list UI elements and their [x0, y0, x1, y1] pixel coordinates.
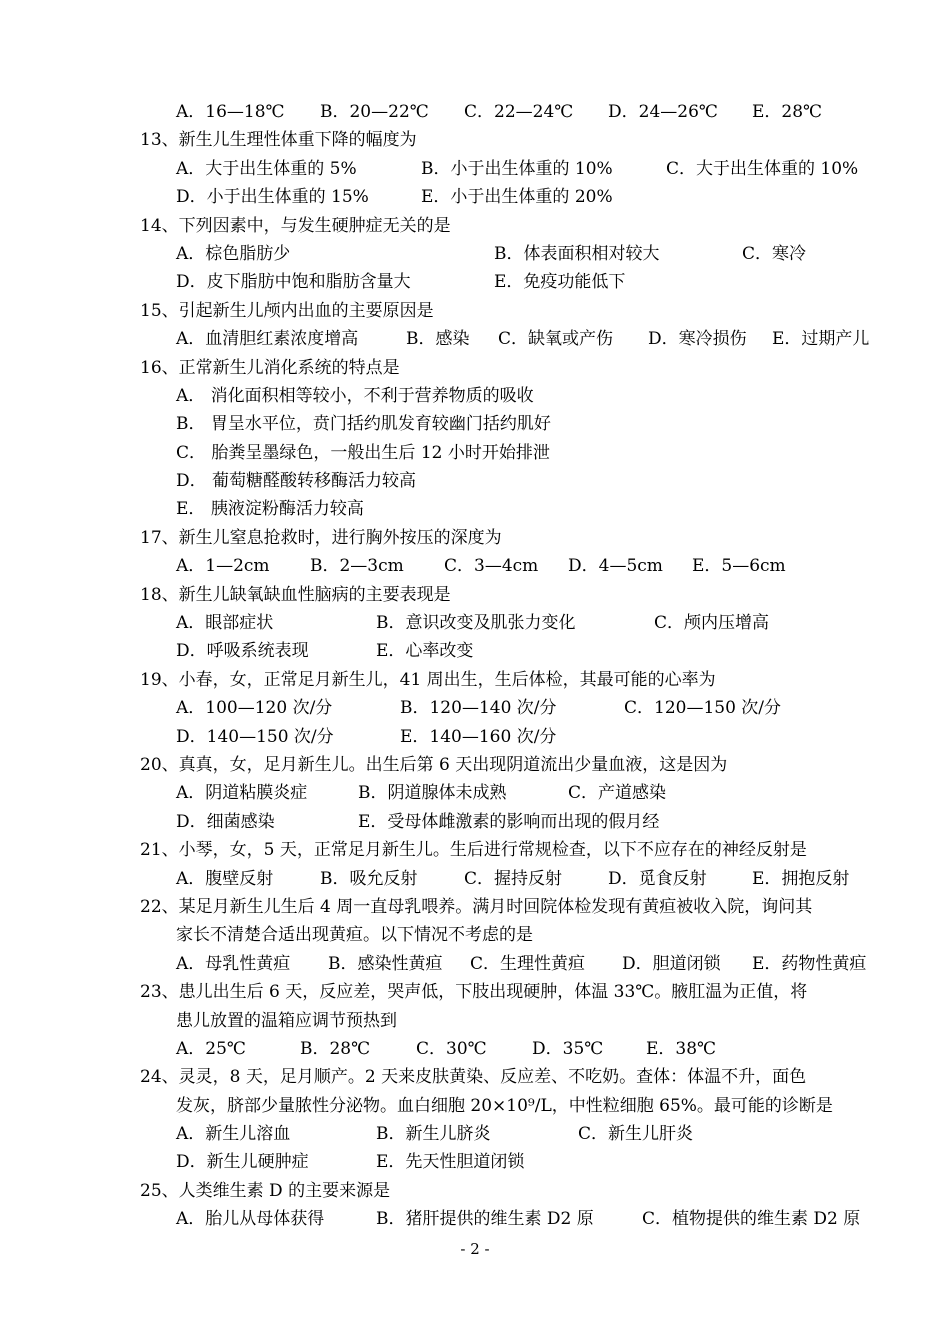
answer-option: D．新生儿硬肿症 [176, 1152, 309, 1173]
question-stem: 24、灵灵，8 天，足月顺产。2 天来皮肤黄染、反应差、不吃奶。查体：体温不升，面色 [140, 1067, 807, 1088]
answer-options-row: A． 消化面积相等较小，不利于营养物质的吸收 [176, 385, 534, 406]
answer-option: B．感染 [406, 329, 470, 350]
question-stem: 21、小琴，女，5 天，正常足月新生儿。生后进行常规检查，以下不应存在的神经反射是 [140, 840, 807, 861]
answer-option: A．眼部症状 [176, 613, 274, 634]
answer-options-row: B． 胃呈水平位，贲门括约肌发育较幽门括约肌好 [176, 414, 551, 435]
answer-options-row [140, 779, 900, 807]
page-number: - 2 - [460, 1240, 490, 1258]
answer-option: B．2—3cm [310, 556, 404, 577]
answer-option: D．呼吸系统表现 [176, 641, 309, 662]
answer-option: B．吸允反射 [320, 868, 418, 889]
answer-option: C．寒冷 [742, 243, 807, 264]
answer-options-row: E． 胰液淀粉酶活力较高 [176, 499, 364, 520]
answer-options-row [140, 1035, 900, 1063]
answer-options-row [140, 637, 900, 665]
answer-options-row [140, 694, 900, 722]
answer-option: C．植物提供的维生素 D2 原 [642, 1209, 861, 1230]
answer-option: E．药物性黄疸 [752, 953, 867, 974]
answer-options-row [140, 268, 900, 296]
answer-option: C．握持反射 [464, 868, 563, 889]
answer-options-row [140, 552, 900, 580]
answer-option: E．5—6cm [692, 556, 786, 577]
question-list [140, 98, 900, 1234]
question-stem: 13、新生儿生理性体重下降的幅度为 [140, 130, 417, 151]
answer-option: A．棕色脂肪少 [176, 243, 291, 264]
answer-option: D．4—5cm [568, 556, 663, 577]
answer-option: B．20—22℃ [320, 102, 429, 122]
answer-option: A．阴道粘膜炎症 [176, 783, 308, 804]
answer-option: A．16—18℃ [176, 102, 285, 122]
answer-option: E．受母体雌激素的影响而出现的假月经 [358, 811, 660, 832]
question-stem: 20、真真，女，足月新生儿。出生后第 6 天出现阴道流出少量血液，这是因为 [140, 754, 728, 775]
answer-options-row [140, 1120, 900, 1148]
answer-options-row [140, 155, 900, 183]
answer-option: E．38℃ [646, 1038, 717, 1059]
answer-option: C．120—150 次/分 [624, 698, 782, 719]
answer-option: B．体表面积相对较大 [494, 243, 660, 264]
question-stem: 16、正常新生儿消化系统的特点是 [140, 357, 400, 378]
answer-option: D．觅食反射 [608, 868, 707, 889]
question-stem: 17、新生儿窒息抢救时，进行胸外按压的深度为 [140, 527, 502, 548]
answer-option: A．100—120 次/分 [176, 698, 333, 719]
answer-option: D．胆道闭锁 [622, 953, 721, 974]
answer-options-row: C． 胎粪呈墨绿色，一般出生后 12 小时开始排泄 [176, 442, 550, 463]
answer-options-row [140, 808, 900, 836]
question-stem-continued: 家长不清楚合适出现黄疸。以下情况不考虑的是 [176, 925, 533, 946]
answer-options-row [140, 1148, 900, 1176]
answer-option: D．小于出生体重的 15% [176, 187, 369, 208]
answer-option: C．30℃ [416, 1038, 487, 1059]
answer-option: B．猪肝提供的维生素 D2 原 [376, 1209, 594, 1230]
answer-option: A．胎儿从母体获得 [176, 1209, 325, 1230]
answer-option: B．28℃ [300, 1038, 371, 1059]
answer-options-row [140, 183, 900, 211]
answer-options-row [140, 723, 900, 751]
answer-options-row [140, 865, 900, 893]
answer-option: E．140—160 次/分 [400, 726, 557, 747]
answer-option: E．心率改变 [376, 641, 474, 662]
answer-option: D．140—150 次/分 [176, 726, 334, 747]
answer-option: C．生理性黄疸 [470, 953, 586, 974]
answer-option: A．25℃ [176, 1038, 246, 1059]
answer-option: B．感染性黄疸 [328, 953, 443, 974]
question-stem: 19、小春，女，正常足月新生儿，41 周出生，生后体检，其最可能的心率为 [140, 669, 716, 690]
question-stem: 14、下列因素中，与发生硬肿症无关的是 [140, 215, 451, 236]
answer-options-row: D． 葡萄糖醛酸转移酶活力较高 [176, 471, 417, 492]
answer-option: A．腹壁反射 [176, 868, 274, 889]
question-stem-continued: 患儿放置的温箱应调节预热到 [176, 1010, 397, 1031]
answer-option: E．先天性胆道闭锁 [376, 1152, 525, 1173]
answer-option: C．新生儿肝炎 [578, 1124, 694, 1145]
answer-option: A．母乳性黄疸 [176, 953, 291, 974]
question-stem: 25、人类维生素 D 的主要来源是 [140, 1180, 391, 1201]
answer-option: C．大于出生体重的 10% [666, 158, 859, 179]
answer-option: D．皮下脂肪中饱和脂肪含量大 [176, 272, 411, 293]
answer-option: D．寒冷损伤 [648, 329, 747, 350]
answer-option: B．120—140 次/分 [400, 698, 557, 719]
question-stem: 18、新生儿缺氧缺血性脑病的主要表现是 [140, 584, 451, 605]
answer-option: D．35℃ [532, 1038, 604, 1059]
answer-options-row [140, 240, 900, 268]
answer-option: B．新生儿脐炎 [376, 1124, 491, 1145]
answer-options-row [140, 325, 900, 353]
answer-option: D．24—26℃ [608, 102, 718, 122]
answer-option: A．血清胆红素浓度增高 [176, 329, 359, 350]
answer-option: C．22—24℃ [464, 102, 574, 122]
answer-option: B．阴道腺体未成熟 [358, 783, 507, 804]
answer-option: C．产道感染 [568, 783, 667, 804]
answer-option: E．小于出生体重的 20% [421, 187, 613, 208]
answer-options-row [140, 609, 900, 637]
answer-option: D．细菌感染 [176, 811, 275, 832]
answer-option: B．意识改变及肌张力变化 [376, 613, 576, 634]
answer-option: E．过期产儿 [772, 329, 870, 350]
answer-option: B．小于出生体重的 10% [421, 158, 613, 179]
answer-option: E．拥抱反射 [752, 868, 850, 889]
question-stem: 15、引起新生儿颅内出血的主要原因是 [140, 300, 434, 321]
answer-options-row [140, 950, 900, 978]
answer-option: E．28℃ [752, 102, 823, 122]
question-stem: 22、某足月新生儿生后 4 周一直母乳喂养。满月时回院体检发现有黄疸被收入院，询问其 [140, 896, 813, 917]
answer-option: C．缺氧或产伤 [498, 329, 614, 350]
answer-options-row [140, 98, 900, 126]
answer-option: A．1—2cm [176, 556, 270, 577]
answer-option: A．新生儿溶血 [176, 1124, 291, 1145]
answer-option: C．3—4cm [444, 556, 539, 577]
answer-options-row [140, 1205, 900, 1233]
answer-option: C．颅内压增高 [654, 613, 770, 634]
answer-option: A．大于出生体重的 5% [176, 158, 357, 179]
question-stem-continued: 发灰，脐部少量脓性分泌物。血白细胞 20×10⁹/L，中性粒细胞 65%。最可能的诊断是 [176, 1095, 833, 1116]
question-stem: 23、患儿出生后 6 天，反应差，哭声低，下肢出现硬肿，体温 33℃。腋肛温为正值，将 [140, 982, 808, 1003]
answer-option: E．免疫功能低下 [494, 272, 626, 293]
